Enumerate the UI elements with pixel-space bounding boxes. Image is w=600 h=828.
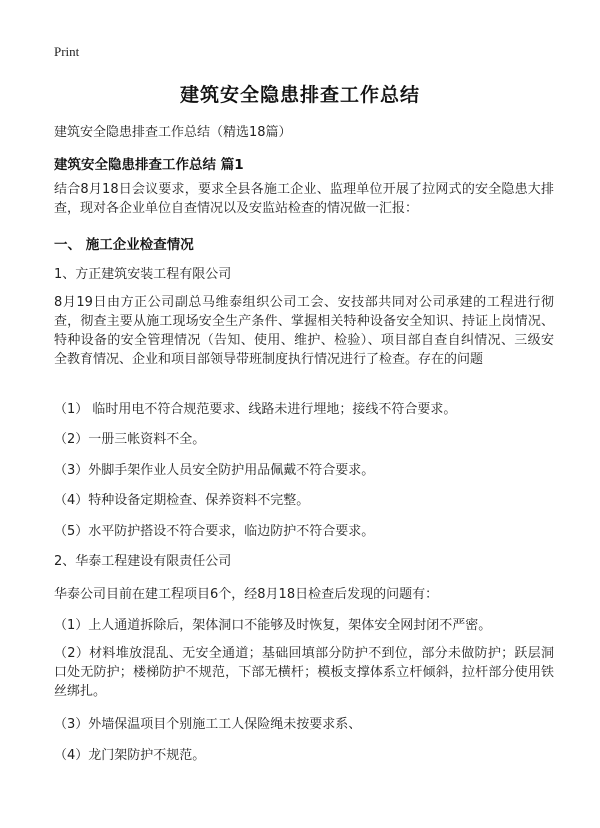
- company-2-issue: （2）材料堆放混乱、无安全通道；基础回填部分防护不到位，部分未做防护；跃层洞口处无防护；楼梯防护不规范，下部无横杆；模板支撑体系立杆倾斜，拉杆部分使用铁丝绑扎。: [54, 646, 554, 699]
- company-1-issue: （1） 临时用电不符合规范要求、线路未进行埋地；接线不符合要求。: [54, 402, 457, 417]
- company-2-issue: （1）上人通道拆除后，架体洞口不能够及时恢复，架体安全网封闭不严密。: [54, 618, 492, 633]
- print-link[interactable]: Print: [54, 44, 80, 59]
- section-heading-construction-check: 一、 施工企业检查情况: [54, 237, 194, 253]
- document-subtitle: 建筑安全隐患排查工作总结（精选18篇）: [54, 125, 292, 140]
- company-1-name: 1、方正建筑安装工程有限公司: [54, 267, 232, 282]
- intro-paragraph: 结合8月18日会议要求，要求全县各施工企业、监理单位开展了拉网式的安全隐患大排查，现对各企业单位自查情况以及安监站检查的情况做一汇报：: [54, 182, 554, 216]
- company-1-body: 8月19日由方正公司副总马维泰组织公司工会、安技部共同对公司承建的工程进行彻查，彻查主要从施工现场安全生产条件、掌握相关特种设备安全知识、持证上岗情况、特种设备的安全管理情况（告知、使用、维护、检验）、项目部自查自纠情况、三级安全教育情况、企业和项目部领导带班制度执行情况进行了检查。存在的问题: [54, 295, 554, 367]
- article-heading: 建筑安全隐患排查工作总结 篇1: [54, 157, 244, 173]
- company-2-issue: （4）龙门架防护不规范。: [54, 748, 206, 763]
- company-1-issue: （3）外脚手架作业人员安全防护用品佩戴不符合要求。: [54, 463, 375, 478]
- company-2-name: 2、华泰工程建设有限责任公司: [54, 554, 232, 569]
- company-2-issue: （3）外墙保温项目个别施工工人保险绳未按要求系、: [54, 717, 362, 732]
- company-2-body: 华泰公司目前在建工程项目6个，经8月18日检查后发现的问题有：: [54, 587, 439, 602]
- company-1-issue: （5）水平防护搭设不符合要求，临边防护不符合要求。: [54, 524, 375, 539]
- company-1-issue: （2）一册三帐资料不全。: [54, 432, 206, 447]
- page-title: 建筑安全隐患排查工作总结: [179, 84, 420, 106]
- company-1-issue: （4）特种设备定期检查、保养资料不完整。: [54, 493, 310, 508]
